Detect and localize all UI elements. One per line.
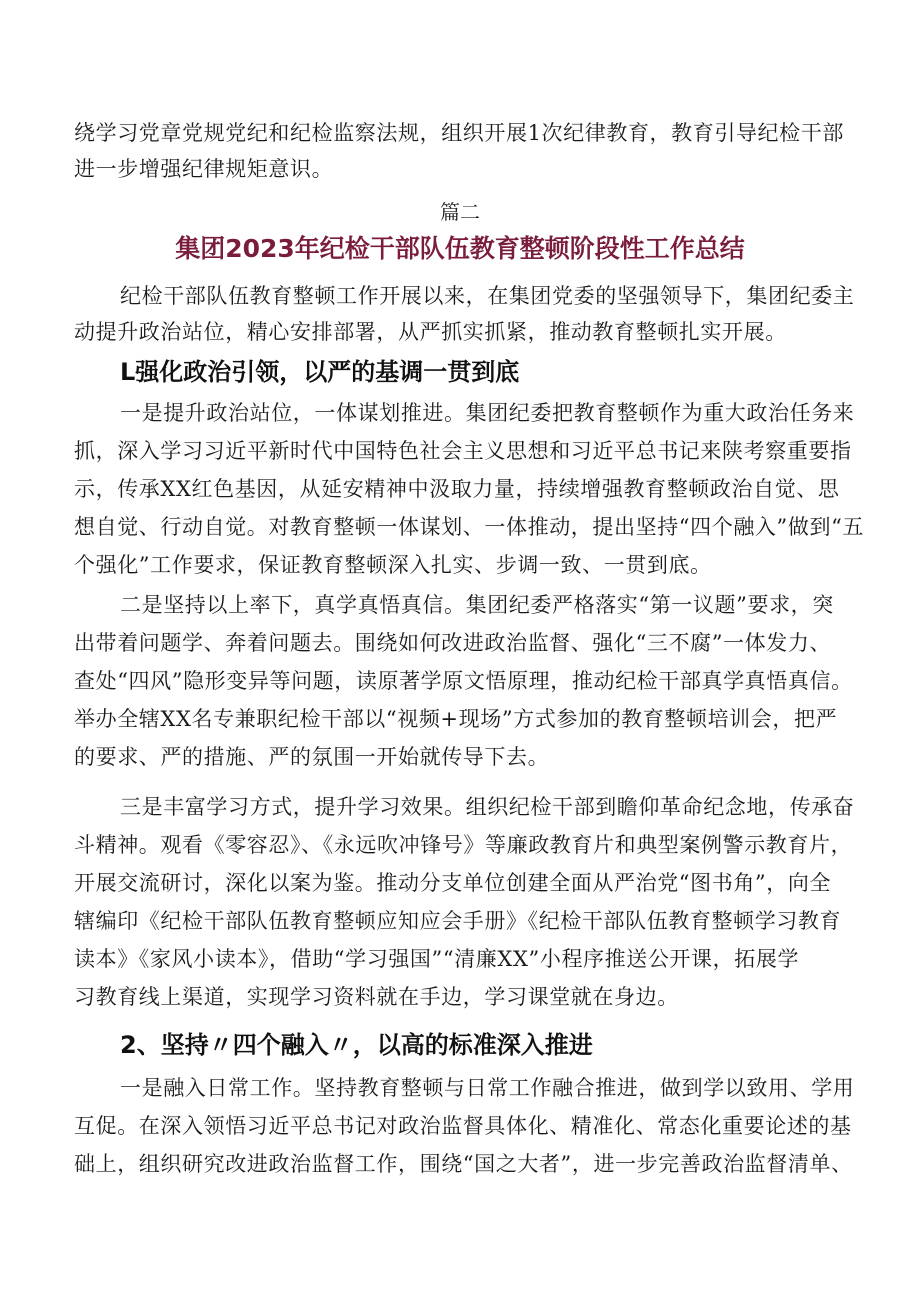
paragraph-line: 三是丰富学习方式，提升学习效果。组织纪检干部到瞻仰革命纪念地，传承奋	[120, 795, 855, 819]
part-label: 篇二	[440, 200, 480, 224]
paragraph-line: 一是融入日常工作。坚持教育整顿与日常工作融合推进，做到学以致用、学用	[120, 1076, 855, 1100]
paragraph-line: 进一步增强纪律规矩意识。	[74, 157, 334, 181]
paragraph-line: 示，传承XX红色基因，从延安精神中汲取力量，持续增强教育整顿政治自觉、思	[74, 477, 840, 501]
paragraph-line: 读本》《家风小读本》，借助“学习强国”“清廉XX”小程序推送公开课，拓展学	[74, 947, 800, 971]
paragraph-line: 出带着问题学、奔着问题去。围绕如何改进政治监督、强化“三不腐”一体发力、	[74, 631, 832, 655]
paragraph-line: 一是提升政治站位，一体谋划推进。集团纪委把教育整顿作为重大政治任务来	[120, 401, 855, 425]
paragraph-line: 的要求、严的措施、严的氛围一开始就传导下去。	[74, 745, 550, 769]
paragraph-line: 抓，深入学习习近平新时代中国特色社会主义思想和习近平总书记来陕考察重要指	[74, 439, 852, 463]
paragraph-line: 互促。在深入领悟习近平总书记对政治监督具体化、精准化、常态化重要论述的基	[74, 1114, 852, 1138]
section-heading: L强化政治引领，以严的基调一贯到底	[120, 358, 520, 386]
paragraph-line: 举办全辖XX名专兼职纪检干部以“视频+现场”方式参加的教育整顿培训会，把严	[74, 707, 838, 731]
paragraph-line: 斗精神。观看《零容忍》、《永远吹冲锋号》等廉政教育片和典型案例警示教育片，	[74, 833, 853, 857]
paragraph-line: 绕学习党章党规党纪和纪检监察法规，组织开展1次纪律教育，教育引导纪检干部	[74, 121, 844, 145]
paragraph-line: 纪检干部队伍教育整顿工作开展以来，在集团党委的坚强领导下，集团纪委主	[120, 284, 855, 308]
paragraph-line: 习教育线上渠道，实现学习资料就在手边，学习课堂就在身边。	[74, 985, 679, 1009]
document-title: 集团2023年纪检干部队伍教育整顿阶段性工作总结	[175, 234, 745, 263]
paragraph-line: 想自觉、行动自觉。对教育整顿一体谋划、一体推动，提出坚持“四个融入”做到“五	[74, 515, 865, 539]
paragraph-line: 查处“四风”隐形变异等问题，读原著学原文悟原理，推动纪检干部真学真悟真信。	[74, 669, 853, 693]
paragraph-line: 动提升政治站位，精心安排部署，从严抓实抓紧，推动教育整顿扎实开展。	[74, 320, 787, 344]
paragraph-line: 个强化”工作要求，保证教育整顿深入扎实、步调一致、一贯到底。	[74, 553, 712, 577]
section-heading: 2、坚持〃四个融入〃，以高的标准深入推进	[120, 1031, 593, 1059]
paragraph-line: 开展交流研讨，深化以案为鉴。推动分支单位创建全面从严治党“图书角”，向全	[74, 871, 832, 895]
paragraph-line: 础上，组织研究改进政治监督工作，围绕“国之大者”，进一步完善政治监督清单、	[74, 1152, 853, 1176]
paragraph-line: 辖编印《纪检干部队伍教育整顿应知应会手册》《纪检干部队伍教育整顿学习教育	[74, 909, 842, 933]
paragraph-line: 二是坚持以上率下，真学真悟真信。集团纪委严格落实“第一议题”要求，突	[120, 593, 834, 617]
